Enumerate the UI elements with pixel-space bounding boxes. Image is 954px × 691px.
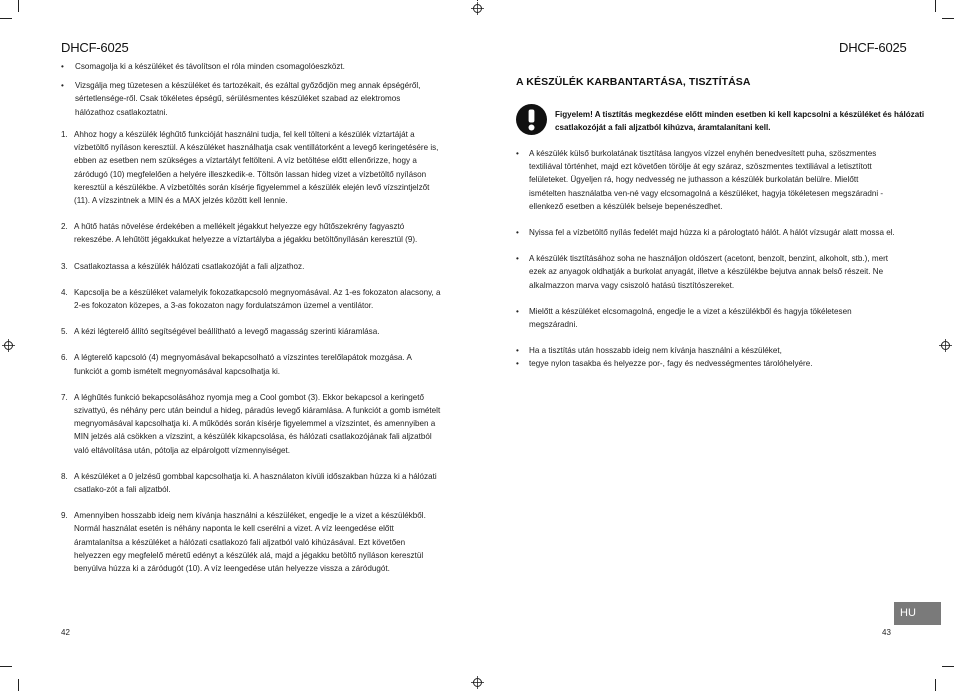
section-title: A KÉSZÜLÉK KARBANTARTÁSA, TISZTÍTÁSA: [516, 76, 751, 88]
left-bullets: [61, 60, 441, 119]
list-item: 5. A kézi légterelő állító segítségével beállítható a levegő magasság szerinti kiáramlása.: [61, 327, 380, 337]
list-item: 6. A légterelő kapcsoló (4) megnyomásával bekapcsolható a vízszintes terelőlapátok mozgása. A funkciót a gomb ismételt megnyomásával kapcsolhatja ki.: [61, 353, 412, 376]
list-item: 7. A léghűtés funkció bekapcsolásához nyomja meg a Cool gombot (3). Ekkor bekapcsol a keringető szivattyú, és néhány perc után beindul a hideg, páradús levegő kiáramlása. A funkciót a gomb ismételt megnyomásával kapcsolhatja ki. A működés során kísérje figyelemmel a vízszintet, és amennyiben a MIN jelzés alá csökken a vízszint, a készülék kikapcsolása, és hálózati csatlakozójának fali aljzatból való eltávolítása után, pótolja az elpárolgott vízmennyiséget.: [61, 392, 441, 455]
list-item: • Mielőtt a készüléket elcsomagolná, engedje le a vizet a készülékből és hagyja tökéletesen megszáradni.: [516, 306, 852, 330]
warning-box: [516, 104, 925, 136]
list-item: 8. A készüléket a 0 jelzésű gombbal kapcsolhatja ki. A használaton kívüli időszakban húzza ki a hálózati csatlako-zót a fali aljzatból.: [61, 471, 437, 495]
list-item: • Vizsgálja meg tüzetesen a készüléket és tartozékait, és ezáltal győződjön meg annak épségéről, sértetlensége-ről. Csak tökéletes épségű, sérülésmentes készüléket szabad az elektromos hálózathoz csatlakoztatni.: [61, 81, 421, 117]
list-item: 2. A hűtő hatás növelése érdekében a mellékelt jégakkut helyezze egy hűtőszekrény fagyasztó rekeszébe. A lehűtött jégakkukat helyezze a víztartályba a jégakku betöltőnyílásán keresztül (9).: [61, 222, 418, 245]
list-item: • Ha a tisztítás után hosszabb ideig nem kívánja használni a készüléket,: [516, 346, 782, 356]
list-item: • A készülék külső burkolatának tisztítása langyos vízzel enyhén benedvesített puha, szöszmentes textiliával történhet, majd ezt követően törölje át egy száraz, szöszmentes textiliával a letisztított felületeket. Ügyeljen rá, hogy nedvesség ne juthasson a készülék burkolatán belülre. Mielőtt ismételten használatba ven-né vagy elcsomagolná a készüléket, hagyja tökéletesen megszáradni - ellenkező esetben a készülék belseje bepenészedhet.: [516, 149, 884, 211]
list-item: 1. Ahhoz hogy a készülék léghűtő funkcióját használni tudja, fel kell tölteni a készülék víztartáját a vízbetöltő nyíláson keresztül. A készüléket használhatja csak ventillátorként a levegő keringetésére is, ebben az esetben nem szükséges a víztartályt feltölteni. A víz betöltése előtt ellenőrizze, hogy a záródugó (10) megfelelően a helyére illeszkedik-e. Töltsön lassan hideg vizet a vízbetöltő nyíláson keresztül a készülékbe. A vízbetöltés során kísérje figyelemmel a készülék elején levő vízszintjelzőt (11). A vízszintnek a MIN és a MAX jelzés között kell lennie.: [61, 130, 439, 206]
maintenance-bullets: [516, 147, 896, 371]
list-item: • Csomagolja ki a készüléket és távolítson el róla minden csomagolóeszközt.: [61, 62, 345, 71]
model-header: DHCF-6025: [839, 40, 907, 55]
list-item: • A készülék tisztításához soha ne használjon oldószert (acetont, benzolt, benzint, alkoholt, stb.), mert ezek az anyagok oldhatják a burkolat anyagát, illetve a készülékbe bejutva annak belső részeit. Ne alkalmazzon marva vagy csiszoló hatású tisztítószereket.: [516, 254, 889, 290]
list-item: 9. Amennyiben hosszabb ideig nem kívánja használni a készüléket, engedje le a vizet a készülékből. Normál használat esetén is néhány naponta le kell cserélni a vizet. A víz leengedése előtt áramtalanítsa a készüléket a hálózati csatlakozó fali aljzatból való kihúzásával. Ezt követően helyezzen egy megfelelő méretű edényt a készülék alá, majd a jégakku betöltő nyíláson keresztül benyúlva húzza ki a záródugót (10). A víz leengedése után helyezze vissza a záródugót.: [61, 511, 426, 574]
list-item: 4. Kapcsolja be a készüléket valamelyik fokozatkapcsoló megnyomásával. Az 1-es fokozaton alacsony, a 2-es fokozaton közepes, a 3-as fokozaton nagy fordulatszámon üzemel a ventilátor.: [61, 287, 441, 311]
page-number: 42: [61, 628, 70, 637]
page-number: 43: [882, 628, 891, 637]
model-header: DHCF-6025: [61, 40, 129, 55]
list-item: 3. Csatlakoztassa a készülék hálózati csatlakozóját a fali aljzathoz.: [61, 261, 305, 271]
warning-text: Figyelem! A tisztítás megkezdése előtt minden esetben ki kell kapcsolni a készüléket és hálózati csatlakozóját a fali aljzatból kihúzva, áramtalanítani kell.: [555, 110, 925, 132]
list-item: • tegye nylon tasakba és helyezze por-, fagy és nedvességmentes tárolóhelyére.: [516, 359, 813, 369]
right-page: [477, 0, 954, 691]
instruction-steps: [61, 128, 441, 575]
list-item: • Nyissa fel a vízbetöltő nyílás fedelét majd húzza ki a párologtató hálót. A hálót vízsugár alatt mossa el.: [516, 228, 895, 238]
exclamation-circle-icon: [516, 104, 547, 135]
language-tab: HU: [894, 602, 941, 625]
